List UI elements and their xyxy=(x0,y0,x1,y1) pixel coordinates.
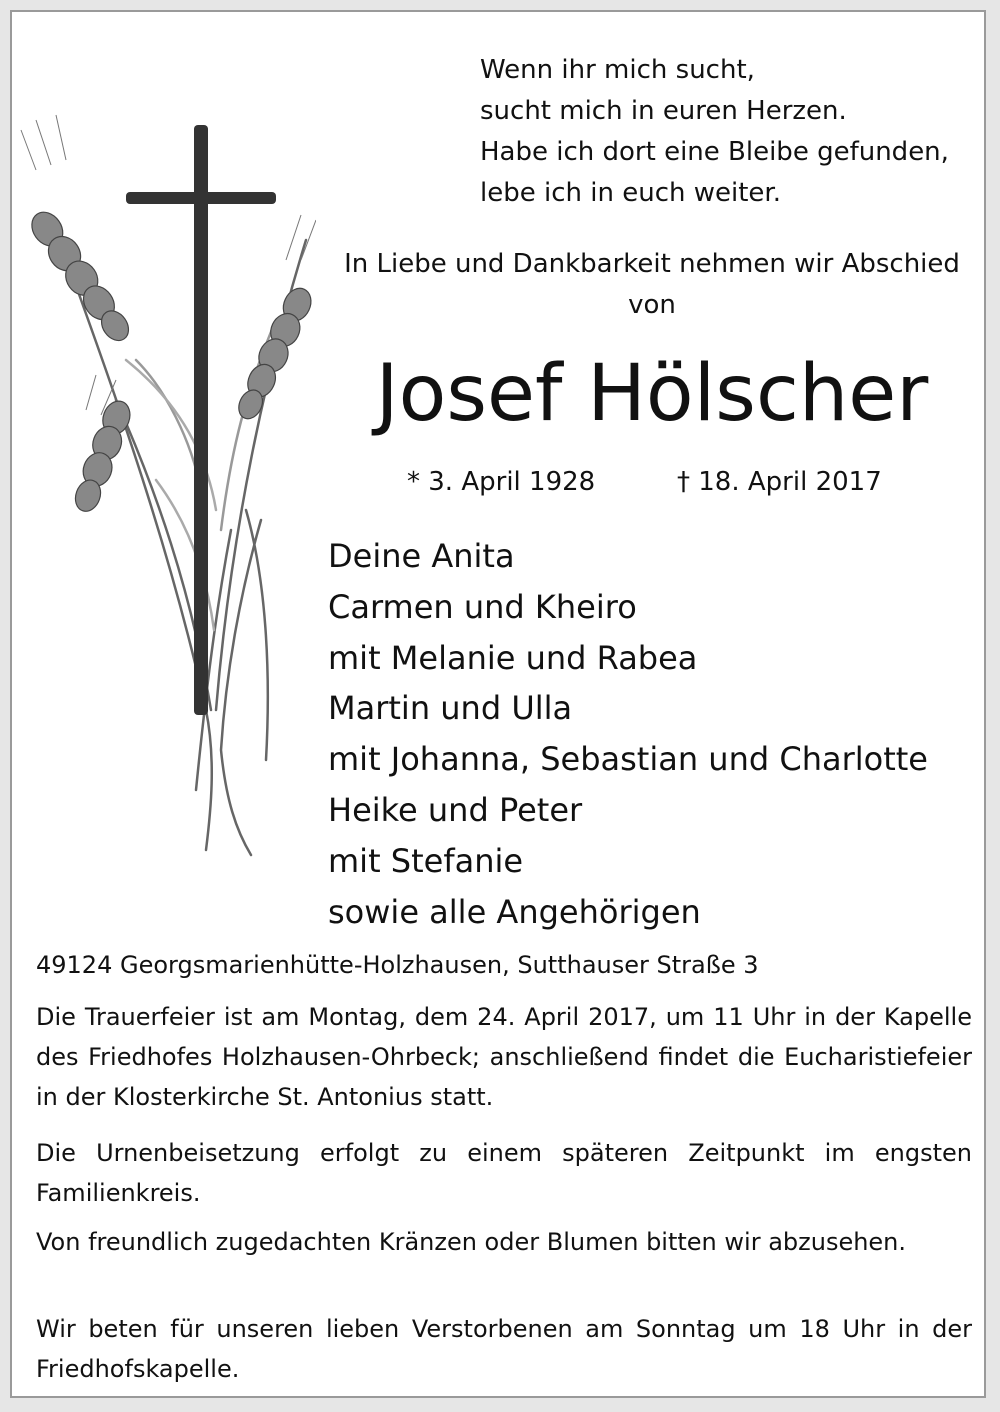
mourner-line: Heike und Peter xyxy=(328,790,583,829)
mourner-line: mit Stefanie xyxy=(328,841,524,880)
urn-burial-paragraph: Die Urnenbeisetzung erfolgt zu einem späteren Zeitpunkt im engsten Familienkreis. xyxy=(36,1139,972,1207)
birth-date: * 3. April 1928 xyxy=(407,467,596,497)
mourner-line: mit Melanie und Rabea xyxy=(328,638,698,677)
motto-line: Habe ich dort eine Bleibe gefunden, xyxy=(480,137,949,167)
intro-text xyxy=(312,244,992,326)
funeral-service-paragraph: Die Trauerfeier ist am Montag, dem 24. April 2017, um 11 Uhr in der Kapelle des Friedhofes Holzhausen-Ohrbeck; anschließend findet die Eucharistiefeier in der Klosterkirche St. Antonius statt. xyxy=(36,1003,972,1111)
mourner-line: Martin und Ulla xyxy=(328,689,573,728)
obituary-notice xyxy=(10,10,986,1398)
mourners-list xyxy=(328,531,998,937)
deceased-name: Josef Hölscher xyxy=(375,349,929,439)
intro-line: In Liebe und Dankbarkeit nehmen wir Abschied xyxy=(344,249,960,279)
mourner-line: Deine Anita xyxy=(328,537,515,575)
motto-line: Wenn ihr mich sucht, xyxy=(480,55,755,85)
mourner-line: mit Johanna, Sebastian und Charlotte xyxy=(328,740,928,779)
mourner-line: sowie alle Angehörigen xyxy=(328,892,701,931)
prayer-paragraph: Wir beten für unseren lieben Verstorbenen am Sonntag um 18 Uhr in der Friedhofskapelle. xyxy=(36,1315,972,1383)
motto-line: lebe ich in euch weiter. xyxy=(480,178,781,208)
motto-line: sucht mich in euren Herzen. xyxy=(480,96,847,126)
cross-with-wheat-icon xyxy=(16,110,316,860)
no-flowers-paragraph: Von freundlich zugedachten Kränzen oder Blumen bitten wir abzusehen. xyxy=(36,1228,907,1256)
intro-line: von xyxy=(628,290,676,320)
mourner-line: Carmen und Kheiro xyxy=(328,587,637,626)
address: 49124 Georgsmarienhütte-Holzhausen, Sutthauser Straße 3 xyxy=(36,951,759,979)
motto-verse xyxy=(480,50,990,214)
death-date: † 18. April 2017 xyxy=(677,467,882,497)
